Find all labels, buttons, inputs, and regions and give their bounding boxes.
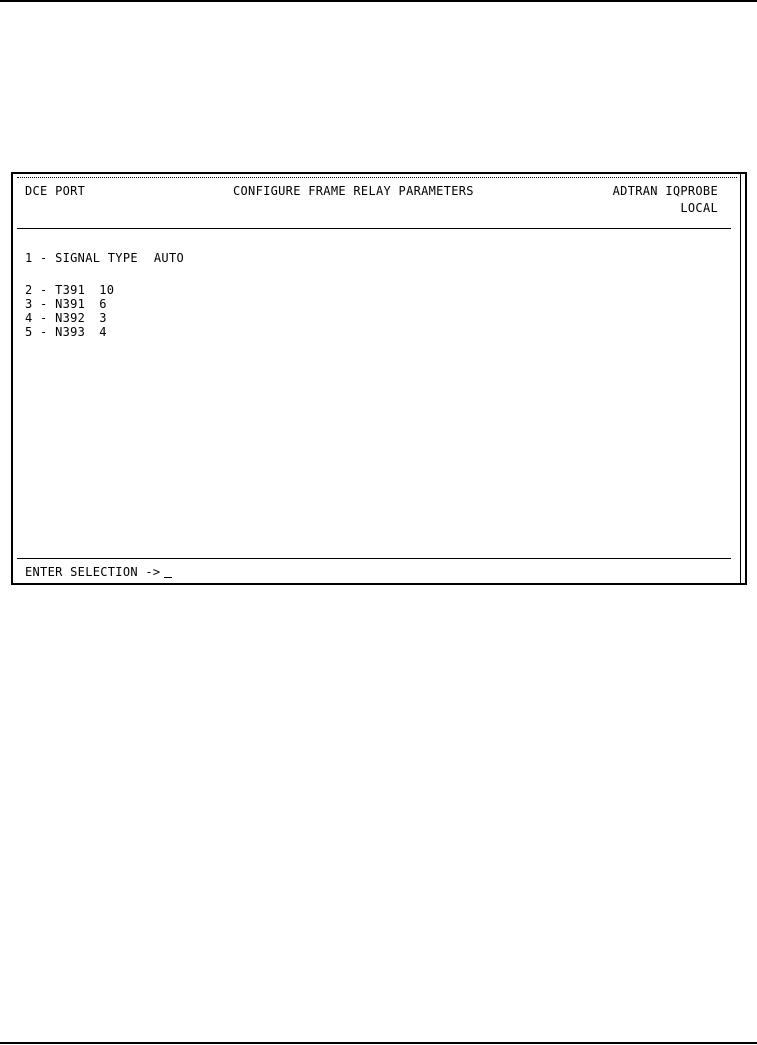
menu-item-label: T391: [55, 283, 86, 297]
device-name: ADTRAN IQPROBE: [612, 184, 718, 198]
mode-label: LOCAL: [680, 201, 718, 215]
menu-item-value: 4: [99, 325, 107, 339]
menu-item-value: AUTO: [153, 251, 184, 265]
menu-item-n393[interactable]: [25, 326, 107, 339]
menu-item-key: 1: [25, 251, 33, 265]
menu-item-key: 5: [25, 325, 33, 339]
menu-item-label: N392: [55, 311, 86, 325]
menu-item-n392[interactable]: [25, 312, 107, 325]
menu-item-sep: -: [32, 325, 56, 339]
menu-item-signal-type[interactable]: [25, 252, 184, 265]
menu-item-t391[interactable]: [25, 284, 114, 297]
prompt-text: ENTER SELECTION ->: [25, 565, 161, 579]
screen-title: CONFIGURE FRAME RELAY PARAMETERS: [233, 184, 474, 198]
menu-item-sep: -: [32, 283, 56, 297]
menu-item-label: N391: [55, 297, 86, 311]
menu-item-label: SIGNAL TYPE: [55, 251, 138, 265]
text-cursor: [164, 577, 172, 578]
menu-item-label: N393: [55, 325, 86, 339]
page-bottom-rule: [0, 1042, 757, 1044]
header-divider: [17, 228, 731, 229]
page-top-rule: [0, 0, 757, 2]
selection-prompt[interactable]: [25, 566, 172, 579]
prompt-divider: [17, 558, 731, 559]
port-label: DCE PORT: [25, 184, 86, 198]
menu-item-value: 6: [99, 297, 107, 311]
menu-item-n391[interactable]: [25, 298, 107, 311]
terminal-scrollbar-edge: [740, 174, 741, 583]
menu-item-sep: -: [32, 297, 56, 311]
menu-item-sep: -: [32, 311, 56, 325]
menu-item-value: 3: [99, 311, 107, 325]
menu-item-key: 3: [25, 297, 33, 311]
menu-item-key: 4: [25, 311, 33, 325]
menu-item-key: 2: [25, 283, 33, 297]
menu-item-sep: -: [32, 251, 56, 265]
menu-item-value: 10: [99, 283, 115, 297]
terminal-screen: [11, 172, 747, 585]
